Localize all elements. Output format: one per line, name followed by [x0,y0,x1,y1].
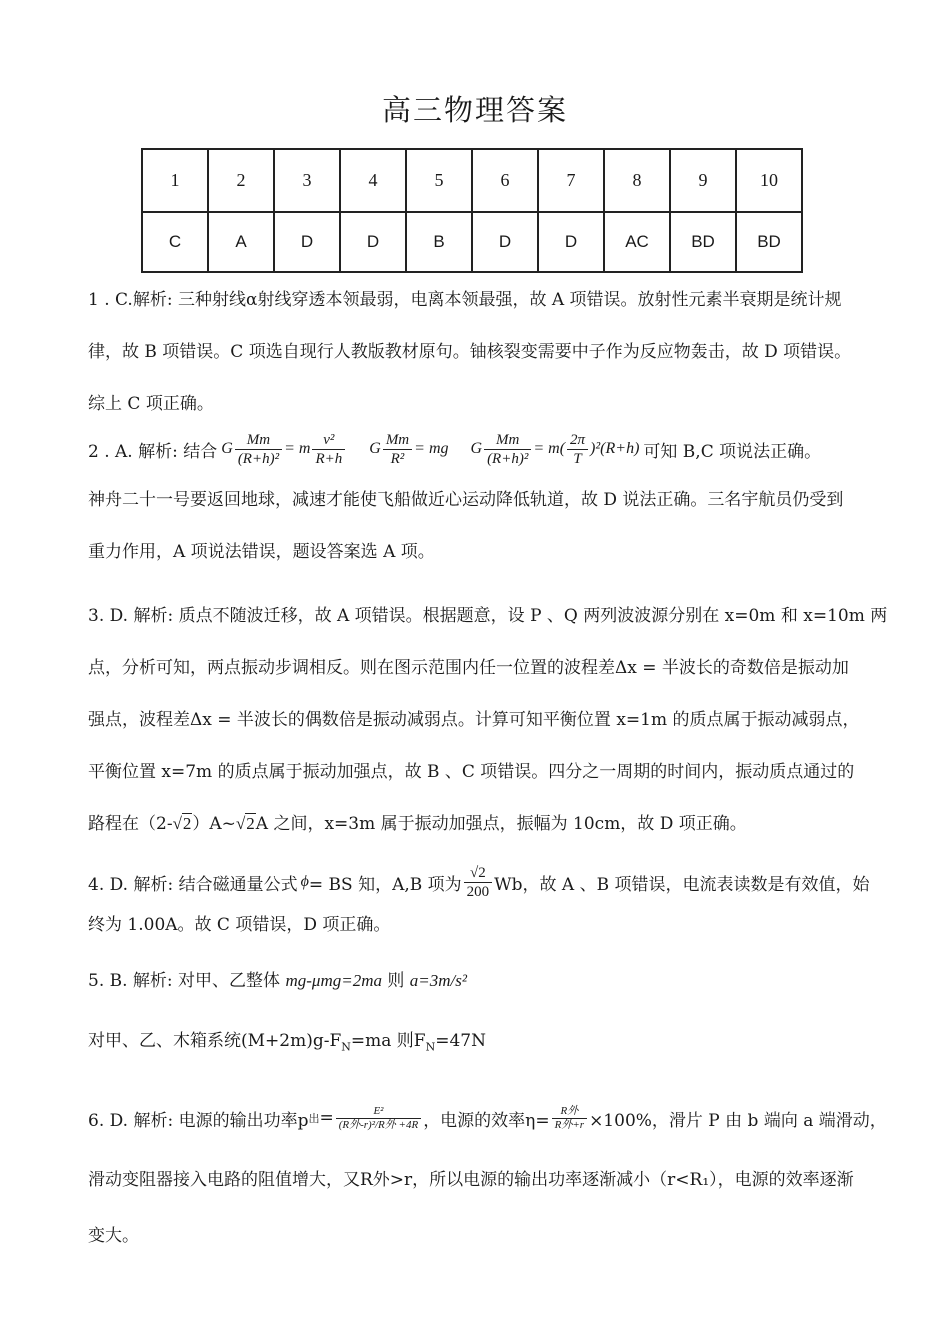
denominator: T [573,450,582,467]
equals: = [319,1108,334,1128]
answer-cell: D [340,212,406,272]
answer-cell: A [208,212,274,272]
text-segment: ）A~ [192,814,236,834]
sqrt-symbol: √2 [235,814,255,833]
text-line [88,798,868,850]
answer-3-explanation [88,590,888,850]
text-segment: 5. B. 解析: 对甲、乙整体 [88,971,281,991]
text-line: 1 . C.解析: 三种射线α射线穿透本领最弱，电离本领最强，故 A 项错误。放射性元素半衰期是统计规 [88,290,842,310]
numerator: E² [336,1105,421,1119]
numerator: Mm [484,431,531,450]
subscript: N [425,1040,436,1054]
fraction [312,431,345,468]
question-number: 2 [208,149,274,212]
formula-line [88,1084,887,1152]
answer-cell: D [538,212,604,272]
answer-2-explanation [88,424,868,578]
question-number: 3 [274,149,340,212]
text-segment: 路程在（2- [88,814,173,834]
subscript: 出 [308,1112,320,1125]
fraction [464,864,493,901]
answer-1-explanation [88,274,868,430]
answer-cell: D [274,212,340,272]
answer-cell: AC [604,212,670,272]
text-line: 神舟二十一号要返回地球，减速才能使飞船做近心运动降低轨道，故 D 说法正确。三名宇航员仍受到 [88,490,844,510]
denominator: 200 [466,883,490,900]
numerator: 2π [567,431,588,450]
text-prefix: 4. D. 解析: 结合磁通量公式 [88,874,298,895]
question-number: 10 [736,149,802,212]
text-tail: ×100%，滑片 P 由 b 端向 a 端滑动， [589,1110,887,1131]
text-segment: =47N [435,1031,486,1051]
numerator: v² [312,431,345,450]
answer-table-answer-row [142,212,802,272]
text-prefix: 2 . A. 解析: 结合 [88,441,218,462]
text-suffix: 可知 B,C 项说法正确。 [643,441,822,462]
subscript: N [341,1040,351,1054]
fraction [336,1105,421,1132]
text-mid: = BS 知，A,B 项为 [308,874,462,895]
equals: = m( [533,440,566,457]
question-number: 9 [670,149,736,212]
question-number: 5 [406,149,472,212]
text-line: 3. D. 解析: 质点不随波迁移，故 A 项错误。根据题意，设 P 、Q 两列波波源分别在 x=0m 和 x=10m 两 [88,606,888,626]
answer-5-explanation [88,966,868,1062]
formula-line [88,856,868,908]
fraction [552,1105,587,1132]
denominator: (R+h)² [487,450,529,467]
question-number: 7 [538,149,604,212]
text-line: 平衡位置 x=7m 的质点属于振动加强点，故 B 、C 项错误。四分之一周期的时间内，振动质点通过的 [88,762,855,782]
gravity-constant: G [221,440,233,457]
numerator: R外 [552,1105,587,1119]
text-line [88,966,868,996]
flux-symbol: ϕ [300,873,309,890]
question-number: 4 [340,149,406,212]
question-number: 8 [604,149,670,212]
formula-line [88,424,868,474]
denominator: (R+h)² [237,450,280,467]
text-segment: 对甲、乙、木箱系统(M+2m)g-F [88,1031,342,1051]
answer-cell: B [406,212,472,272]
denominator: R² [390,450,405,467]
formula-tail: )²(R+h) [590,440,640,457]
text-line: 变大。 [88,1226,139,1246]
equals: = mg [414,440,449,457]
denominator: R+h [315,450,343,467]
radicand: 2 [246,814,255,833]
text-line: 综上 C 项正确。 [88,394,214,414]
fraction [484,431,531,468]
numerator: √2 [464,864,493,883]
gravity-constant: G [369,440,381,457]
text-mid: ，电源的效率η= [423,1110,550,1131]
text-line: 重力作用，A 项说法错误，题设答案选 A 项。 [88,542,435,562]
text-line: 终为 1.00A。故 C 项错误，D 项正确。 [88,915,391,935]
numerator: Mm [383,431,412,450]
text-segment: A 之间，x=3m 属于振动加强点，振幅为 10cm，故 D 项正确。 [255,814,747,834]
equals: = m [284,440,311,457]
denominator: (R外-r)²/R外 +4R [338,1118,419,1131]
question-number: 1 [142,149,208,212]
answer-table-number-row [142,149,802,212]
text-suffix: Wb，故 A 、B 项错误，电流表读数是有效值，始 [494,874,870,895]
answer-cell: BD [670,212,736,272]
text-line: 点，分析可知，两点振动步调相反。则在图示范围内任一位置的波程差Δx = 半波长的奇数倍是振动加 [88,658,849,678]
answer-4-explanation [88,856,868,942]
gravity-constant: G [470,440,483,457]
text-segment: 则 [387,971,405,991]
numerator: Mm [235,431,282,450]
text-line [88,1026,868,1062]
question-number: 6 [472,149,538,212]
text-segment: =ma 则F [350,1031,426,1051]
answer-6-explanation [88,1084,887,1264]
text-line: 强点，波程差Δx = 半波长的偶数倍是振动减弱点。计算可知平衡位置 x=1m 的质点属于振动减弱点， [88,710,860,730]
fraction [383,431,412,468]
fraction [567,431,588,468]
fraction [235,431,282,468]
answer-cell: BD [736,212,802,272]
answer-cell: C [142,212,208,272]
answer-table [141,148,803,273]
text-prefix: 6. D. 解析: 电源的输出功率p [88,1110,309,1131]
answer-cell: D [472,212,538,272]
denominator: R外+r [554,1118,585,1131]
radicand: 2 [182,814,192,833]
equation: a=3m/s² [409,971,467,990]
sqrt-symbol: √2 [172,814,192,833]
page-title: 高三物理答案 [381,93,568,127]
text-line: 滑动变阻器接入电路的阻值增大，又R外>r，所以电源的输出功率逐渐减小（r<R₁），电源的效率逐渐 [88,1170,854,1190]
text-line: 律，故 B 项错误。C 项选自现行人教版教材原句。铀核裂变需要中子作为反应物轰击，故 D 项错误。 [88,342,852,362]
equation: mg-μmg=2ma [285,971,382,990]
